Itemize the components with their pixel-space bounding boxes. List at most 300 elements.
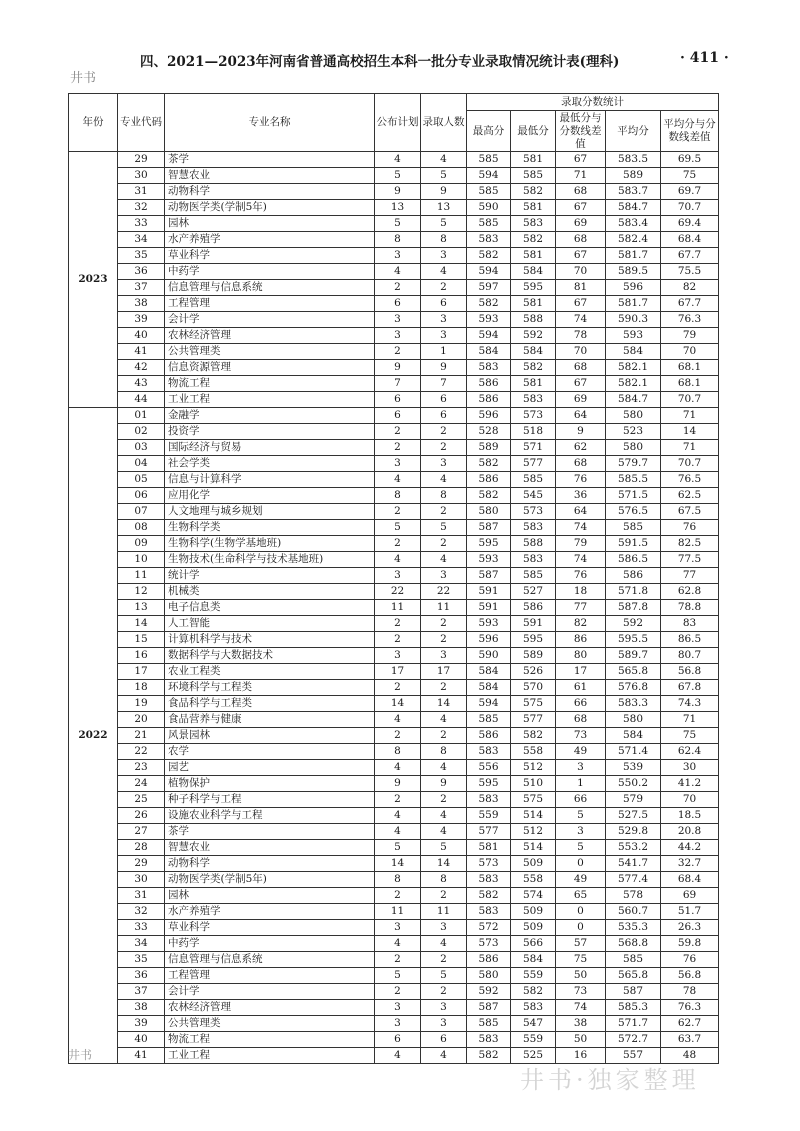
cell-min-diff: 67 [556, 200, 606, 216]
cell-plan: 9 [375, 776, 421, 792]
cell-avg: 553.2 [606, 840, 661, 856]
cell-plan: 22 [375, 584, 421, 600]
cell-name: 工业工程 [165, 392, 375, 408]
cell-avg: 527.5 [606, 808, 661, 824]
table-row [69, 488, 719, 504]
cell-plan: 8 [375, 744, 421, 760]
cell-admitted: 2 [421, 792, 467, 808]
cell-min: 595 [511, 632, 556, 648]
cell-max: 585 [467, 216, 511, 232]
cell-min: 525 [511, 1048, 556, 1064]
cell-min-diff: 82 [556, 616, 606, 632]
cell-avg: 583.5 [606, 152, 661, 168]
cell-max: 584 [467, 664, 511, 680]
col-stats-group: 录取分数统计 [467, 94, 719, 111]
cell-avg: 565.8 [606, 664, 661, 680]
cell-plan: 3 [375, 568, 421, 584]
cell-max: 595 [467, 776, 511, 792]
cell-admitted: 3 [421, 1000, 467, 1016]
cell-avg: 577.4 [606, 872, 661, 888]
cell-name: 园艺 [165, 760, 375, 776]
cell-min-diff: 73 [556, 728, 606, 744]
cell-max: 594 [467, 696, 511, 712]
cell-code: 41 [118, 344, 165, 360]
cell-avg: 593 [606, 328, 661, 344]
cell-avg: 572.7 [606, 1032, 661, 1048]
cell-admitted: 2 [421, 984, 467, 1000]
cell-min-diff: 78 [556, 328, 606, 344]
table-row [69, 168, 719, 184]
table-row [69, 904, 719, 920]
cell-plan: 3 [375, 1016, 421, 1032]
table-body [69, 152, 719, 1064]
cell-min: 584 [511, 344, 556, 360]
cell-code: 05 [118, 472, 165, 488]
cell-name: 信息管理与信息系统 [165, 280, 375, 296]
cell-name: 环境科学与工程类 [165, 680, 375, 696]
cell-avg-diff: 69.4 [661, 216, 719, 232]
cell-max: 582 [467, 488, 511, 504]
table-row [69, 760, 719, 776]
cell-name: 工业工程 [165, 1048, 375, 1064]
cell-plan: 4 [375, 760, 421, 776]
cell-min: 589 [511, 648, 556, 664]
cell-min: 583 [511, 216, 556, 232]
cell-admitted: 4 [421, 1048, 467, 1064]
table-row [69, 632, 719, 648]
cell-code: 29 [118, 152, 165, 168]
cell-code: 31 [118, 184, 165, 200]
cell-min-diff: 76 [556, 568, 606, 584]
cell-avg: 580 [606, 440, 661, 456]
cell-avg-diff: 74.3 [661, 696, 719, 712]
cell-name: 园林 [165, 888, 375, 904]
cell-max: 591 [467, 584, 511, 600]
cell-min: 585 [511, 568, 556, 584]
cell-max: 586 [467, 728, 511, 744]
cell-max: 585 [467, 184, 511, 200]
cell-min: 584 [511, 952, 556, 968]
cell-avg-diff: 70.7 [661, 392, 719, 408]
cell-avg: 541.7 [606, 856, 661, 872]
cell-plan: 2 [375, 984, 421, 1000]
cell-avg: 596 [606, 280, 661, 296]
cell-max: 556 [467, 760, 511, 776]
cell-min-diff: 81 [556, 280, 606, 296]
cell-code: 14 [118, 616, 165, 632]
brand-mark-bottom: 井书 [68, 1048, 93, 1062]
cell-plan: 5 [375, 168, 421, 184]
cell-avg: 529.8 [606, 824, 661, 840]
cell-name: 茶学 [165, 824, 375, 840]
cell-max: 593 [467, 552, 511, 568]
table-row [69, 408, 719, 424]
cell-max: 585 [467, 152, 511, 168]
cell-admitted: 3 [421, 1016, 467, 1032]
cell-plan: 5 [375, 520, 421, 536]
cell-name: 公共管理类 [165, 1016, 375, 1032]
cell-name: 动物科学 [165, 856, 375, 872]
cell-name: 农学 [165, 744, 375, 760]
cell-admitted: 2 [421, 440, 467, 456]
cell-min-diff: 69 [556, 216, 606, 232]
cell-min-diff: 1 [556, 776, 606, 792]
table-row [69, 680, 719, 696]
cell-min: 588 [511, 312, 556, 328]
cell-plan: 6 [375, 408, 421, 424]
table-row [69, 840, 719, 856]
cell-max: 583 [467, 872, 511, 888]
cell-plan: 2 [375, 616, 421, 632]
cell-min: 509 [511, 856, 556, 872]
cell-plan: 11 [375, 600, 421, 616]
cell-avg-diff: 71 [661, 712, 719, 728]
cell-name: 食品科学与工程类 [165, 696, 375, 712]
cell-min: 527 [511, 584, 556, 600]
table-row [69, 280, 719, 296]
cell-min-diff: 71 [556, 168, 606, 184]
cell-plan: 4 [375, 936, 421, 952]
cell-code: 38 [118, 296, 165, 312]
cell-max: 573 [467, 936, 511, 952]
cell-avg: 539 [606, 760, 661, 776]
cell-name: 物流工程 [165, 1032, 375, 1048]
cell-max: 590 [467, 200, 511, 216]
cell-code: 40 [118, 328, 165, 344]
cell-min-diff: 18 [556, 584, 606, 600]
cell-code: 39 [118, 1016, 165, 1032]
table-row [69, 968, 719, 984]
cell-min: 582 [511, 360, 556, 376]
cell-admitted: 6 [421, 392, 467, 408]
cell-max: 559 [467, 808, 511, 824]
col-avg-diff: 平均分与分数线差值 [661, 111, 719, 152]
cell-admitted: 2 [421, 424, 467, 440]
cell-avg: 535.3 [606, 920, 661, 936]
table-row [69, 584, 719, 600]
cell-max: 587 [467, 568, 511, 584]
cell-avg-diff: 67.7 [661, 296, 719, 312]
cell-avg-diff: 77.5 [661, 552, 719, 568]
cell-avg: 583.3 [606, 696, 661, 712]
cell-name: 智慧农业 [165, 840, 375, 856]
cell-avg-diff: 62.5 [661, 488, 719, 504]
cell-max: 582 [467, 296, 511, 312]
cell-avg-diff: 68.4 [661, 872, 719, 888]
cell-code: 23 [118, 760, 165, 776]
cell-min-diff: 36 [556, 488, 606, 504]
table-row [69, 776, 719, 792]
table-row [69, 728, 719, 744]
table-row [69, 216, 719, 232]
cell-avg-diff: 70 [661, 344, 719, 360]
cell-name: 种子科学与工程 [165, 792, 375, 808]
cell-min-diff: 38 [556, 1016, 606, 1032]
cell-max: 591 [467, 600, 511, 616]
cell-admitted: 3 [421, 568, 467, 584]
cell-plan: 6 [375, 392, 421, 408]
cell-min: 592 [511, 328, 556, 344]
cell-min-diff: 74 [556, 1000, 606, 1016]
cell-avg: 583.7 [606, 184, 661, 200]
cell-code: 37 [118, 280, 165, 296]
cell-code: 29 [118, 856, 165, 872]
cell-max: 583 [467, 744, 511, 760]
cell-max: 580 [467, 968, 511, 984]
cell-name: 草业科学 [165, 920, 375, 936]
cell-max: 593 [467, 616, 511, 632]
cell-max: 528 [467, 424, 511, 440]
table-row [69, 856, 719, 872]
cell-admitted: 9 [421, 184, 467, 200]
cell-admitted: 4 [421, 552, 467, 568]
cell-admitted: 22 [421, 584, 467, 600]
cell-name: 人工智能 [165, 616, 375, 632]
cell-min-diff: 3 [556, 824, 606, 840]
cell-code: 07 [118, 504, 165, 520]
cell-code: 36 [118, 264, 165, 280]
table-row [69, 392, 719, 408]
cell-max: 593 [467, 312, 511, 328]
cell-name: 动物医学类(学制5年) [165, 872, 375, 888]
cell-name: 风景园林 [165, 728, 375, 744]
cell-plan: 2 [375, 952, 421, 968]
cell-avg-diff: 51.7 [661, 904, 719, 920]
cell-min-diff: 68 [556, 712, 606, 728]
cell-avg: 586.5 [606, 552, 661, 568]
cell-admitted: 4 [421, 824, 467, 840]
cell-code: 04 [118, 456, 165, 472]
cell-min: 591 [511, 616, 556, 632]
cell-min-diff: 9 [556, 424, 606, 440]
cell-avg-diff: 70.7 [661, 456, 719, 472]
cell-plan: 9 [375, 360, 421, 376]
cell-plan: 4 [375, 1048, 421, 1064]
cell-name: 计算机科学与技术 [165, 632, 375, 648]
cell-plan: 13 [375, 200, 421, 216]
cell-avg: 591.5 [606, 536, 661, 552]
cell-max: 583 [467, 1032, 511, 1048]
cell-code: 11 [118, 568, 165, 584]
cell-name: 机械类 [165, 584, 375, 600]
cell-plan: 4 [375, 824, 421, 840]
cell-admitted: 2 [421, 504, 467, 520]
cell-name: 农林经济管理 [165, 1000, 375, 1016]
cell-avg-diff: 67.5 [661, 504, 719, 520]
table-row [69, 936, 719, 952]
cell-code: 41 [118, 1048, 165, 1064]
cell-max: 597 [467, 280, 511, 296]
cell-admitted: 2 [421, 952, 467, 968]
cell-min: 581 [511, 200, 556, 216]
cell-min-diff: 86 [556, 632, 606, 648]
table-row [69, 312, 719, 328]
table-row [69, 872, 719, 888]
cell-name: 水产养殖学 [165, 904, 375, 920]
cell-plan: 3 [375, 1000, 421, 1016]
cell-avg-diff: 76.5 [661, 472, 719, 488]
cell-avg: 586 [606, 568, 661, 584]
cell-plan: 11 [375, 904, 421, 920]
cell-avg-diff: 18.5 [661, 808, 719, 824]
cell-max: 583 [467, 792, 511, 808]
cell-admitted: 4 [421, 264, 467, 280]
cell-avg: 568.8 [606, 936, 661, 952]
cell-admitted: 3 [421, 920, 467, 936]
cell-plan: 9 [375, 184, 421, 200]
cell-min-diff: 0 [556, 856, 606, 872]
col-min-diff: 最低分与分数线差值 [556, 111, 606, 152]
cell-code: 36 [118, 968, 165, 984]
cell-name: 应用化学 [165, 488, 375, 504]
cell-name: 水产养殖学 [165, 232, 375, 248]
table-row [69, 344, 719, 360]
cell-admitted: 3 [421, 312, 467, 328]
cell-code: 25 [118, 792, 165, 808]
cell-plan: 2 [375, 728, 421, 744]
cell-plan: 2 [375, 280, 421, 296]
cell-code: 26 [118, 808, 165, 824]
table-row [69, 248, 719, 264]
col-admitted: 录取人数 [421, 94, 467, 152]
cell-name: 中药学 [165, 936, 375, 952]
cell-admitted: 17 [421, 664, 467, 680]
cell-code: 17 [118, 664, 165, 680]
cell-avg-diff: 68.1 [661, 376, 719, 392]
cell-min: 577 [511, 712, 556, 728]
cell-plan: 6 [375, 296, 421, 312]
cell-max: 592 [467, 984, 511, 1000]
cell-code: 35 [118, 952, 165, 968]
col-avg: 平均分 [606, 111, 661, 152]
cell-name: 生物科学类 [165, 520, 375, 536]
watermark: 井书·独家整理 [520, 1066, 700, 1094]
cell-avg: 589 [606, 168, 661, 184]
table-row [69, 616, 719, 632]
cell-min: 558 [511, 872, 556, 888]
cell-plan: 8 [375, 872, 421, 888]
cell-avg-diff: 67.8 [661, 680, 719, 696]
cell-code: 38 [118, 1000, 165, 1016]
cell-avg-diff: 69.5 [661, 152, 719, 168]
cell-min-diff: 50 [556, 1032, 606, 1048]
cell-avg: 576.5 [606, 504, 661, 520]
cell-admitted: 4 [421, 936, 467, 952]
cell-name: 设施农业科学与工程 [165, 808, 375, 824]
cell-min: 584 [511, 264, 556, 280]
table-row [69, 200, 719, 216]
cell-min-diff: 70 [556, 264, 606, 280]
cell-min-diff: 50 [556, 968, 606, 984]
cell-min: 595 [511, 280, 556, 296]
cell-min: 588 [511, 536, 556, 552]
cell-min-diff: 76 [556, 472, 606, 488]
cell-name: 人文地理与城乡规划 [165, 504, 375, 520]
table-row [69, 520, 719, 536]
page-number: · 411 · [680, 50, 729, 66]
cell-min: 581 [511, 296, 556, 312]
cell-code: 27 [118, 824, 165, 840]
cell-plan: 2 [375, 424, 421, 440]
cell-name: 投资学 [165, 424, 375, 440]
cell-avg-diff: 30 [661, 760, 719, 776]
cell-avg-diff: 59.8 [661, 936, 719, 952]
cell-avg-diff: 76.3 [661, 1000, 719, 1016]
cell-admitted: 2 [421, 536, 467, 552]
cell-max: 582 [467, 1048, 511, 1064]
cell-avg-diff: 78.8 [661, 600, 719, 616]
cell-avg: 523 [606, 424, 661, 440]
cell-avg: 557 [606, 1048, 661, 1064]
cell-avg: 576.8 [606, 680, 661, 696]
cell-min-diff: 66 [556, 792, 606, 808]
cell-avg: 589.5 [606, 264, 661, 280]
cell-code: 32 [118, 200, 165, 216]
cell-max: 583 [467, 360, 511, 376]
cell-max: 581 [467, 840, 511, 856]
cell-min-diff: 79 [556, 536, 606, 552]
cell-min: 581 [511, 152, 556, 168]
table-row [69, 152, 719, 168]
cell-admitted: 8 [421, 232, 467, 248]
cell-plan: 17 [375, 664, 421, 680]
cell-avg: 587 [606, 984, 661, 1000]
cell-min-diff: 74 [556, 552, 606, 568]
table-row [69, 296, 719, 312]
cell-min: 582 [511, 728, 556, 744]
cell-min-diff: 61 [556, 680, 606, 696]
cell-name: 动物医学类(学制5年) [165, 200, 375, 216]
cell-avg-diff: 79 [661, 328, 719, 344]
cell-avg: 581.7 [606, 296, 661, 312]
cell-plan: 3 [375, 248, 421, 264]
cell-avg: 571.8 [606, 584, 661, 600]
cell-min: 518 [511, 424, 556, 440]
cell-plan: 2 [375, 344, 421, 360]
cell-avg-diff: 32.7 [661, 856, 719, 872]
cell-avg-diff: 75 [661, 728, 719, 744]
cell-min: 575 [511, 696, 556, 712]
cell-admitted: 2 [421, 280, 467, 296]
table-row [69, 648, 719, 664]
cell-code: 42 [118, 360, 165, 376]
cell-avg: 585.5 [606, 472, 661, 488]
col-plan: 公布计划 [375, 94, 421, 152]
cell-min: 573 [511, 408, 556, 424]
cell-code: 16 [118, 648, 165, 664]
cell-admitted: 11 [421, 600, 467, 616]
cell-avg-diff: 69.7 [661, 184, 719, 200]
cell-max: 587 [467, 1000, 511, 1016]
cell-avg: 579 [606, 792, 661, 808]
cell-admitted: 8 [421, 744, 467, 760]
cell-max: 589 [467, 440, 511, 456]
cell-min: 559 [511, 1032, 556, 1048]
cell-name: 国际经济与贸易 [165, 440, 375, 456]
cell-min-diff: 68 [556, 360, 606, 376]
cell-min-diff: 67 [556, 376, 606, 392]
cell-min-diff: 69 [556, 392, 606, 408]
cell-name: 生物技术(生命科学与技术基地班) [165, 552, 375, 568]
cell-min-diff: 5 [556, 808, 606, 824]
cell-plan: 4 [375, 264, 421, 280]
cell-name: 食品营养与健康 [165, 712, 375, 728]
cell-plan: 14 [375, 696, 421, 712]
cell-min: 566 [511, 936, 556, 952]
cell-avg: 585.3 [606, 1000, 661, 1016]
cell-avg-diff: 76 [661, 952, 719, 968]
cell-avg-diff: 82 [661, 280, 719, 296]
